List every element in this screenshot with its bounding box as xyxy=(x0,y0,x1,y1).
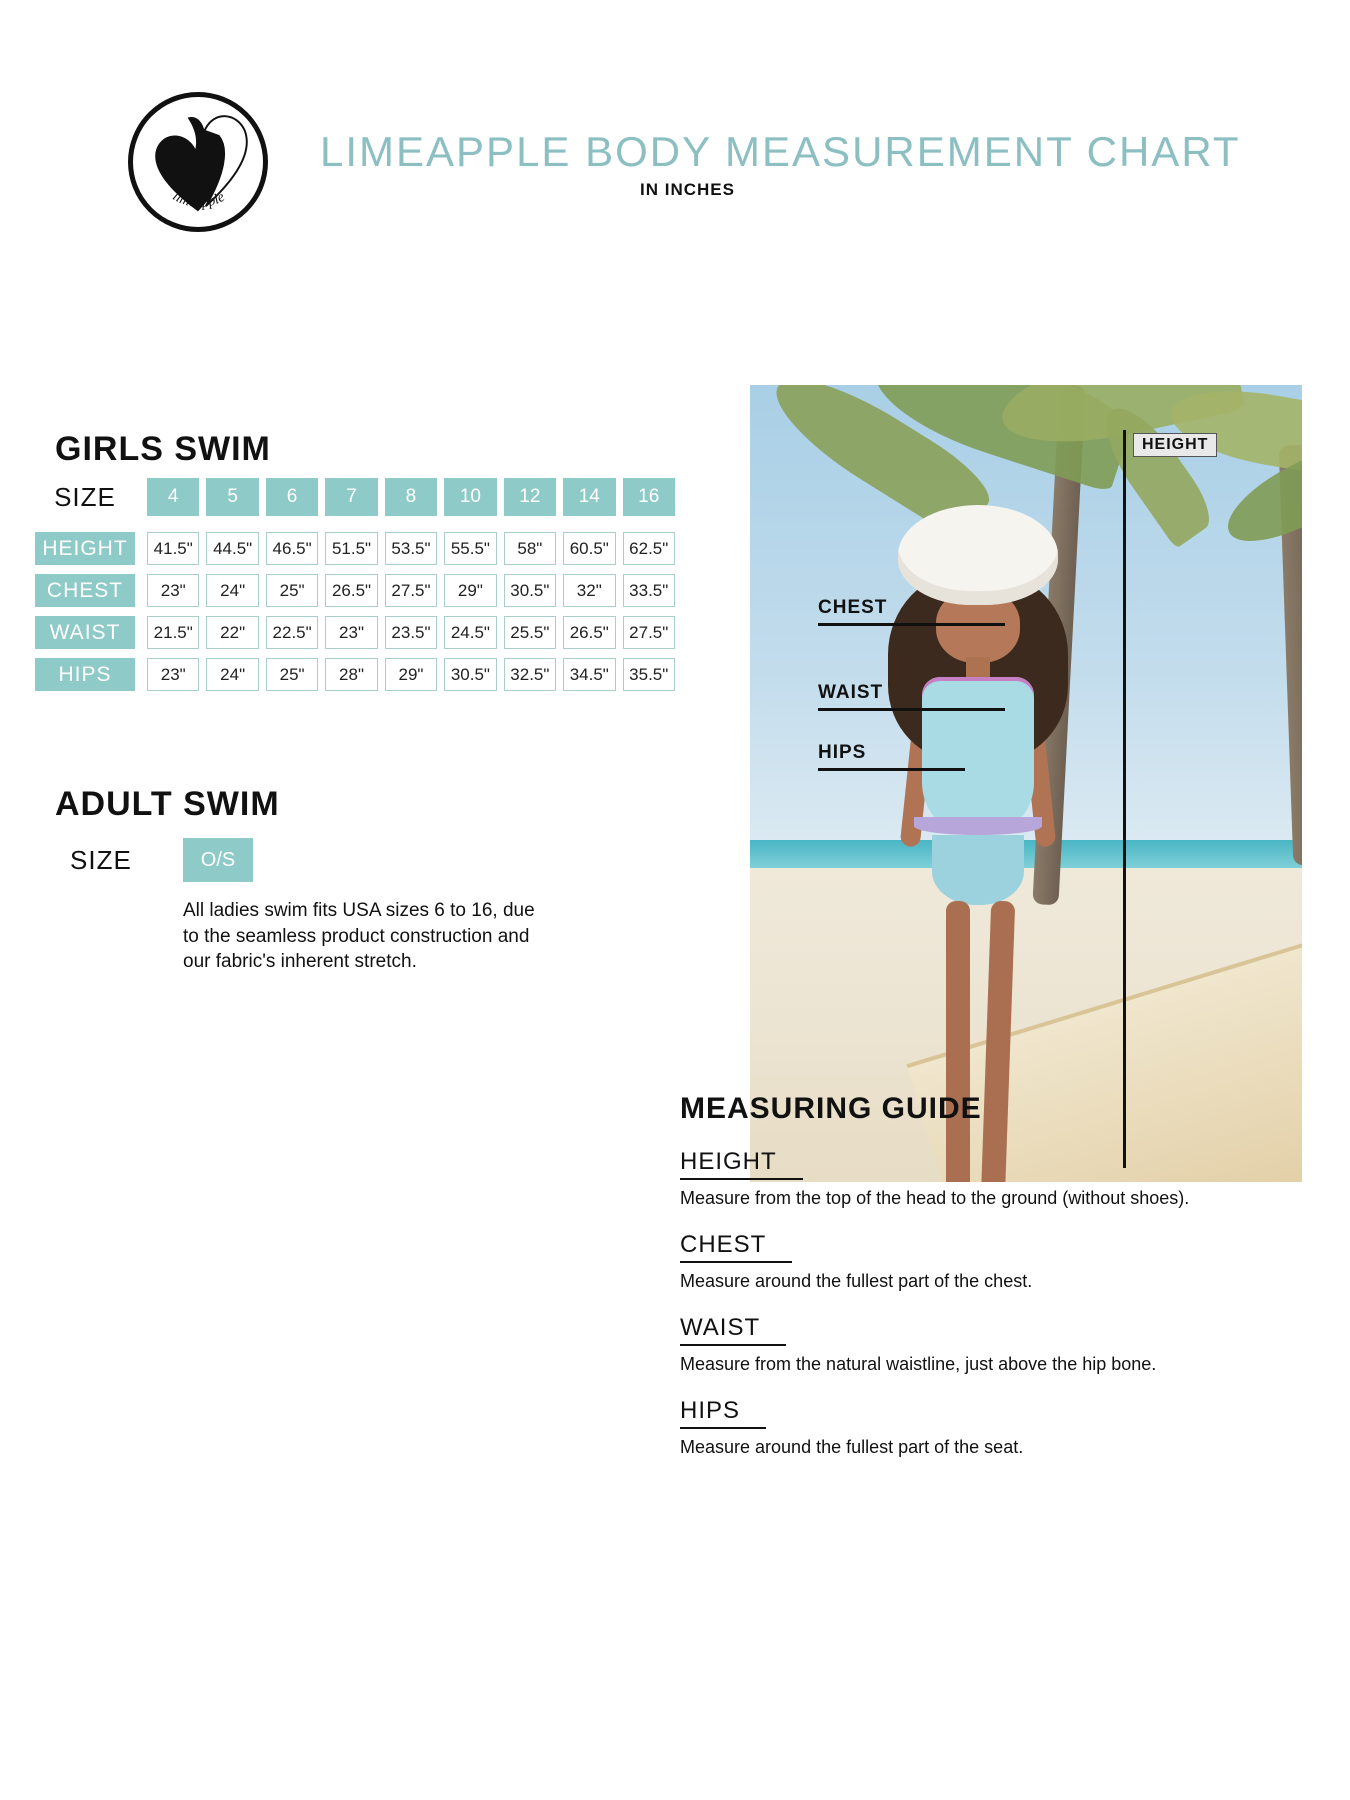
waist-annotation-label: WAIST xyxy=(818,682,884,703)
adult-size-label: SIZE xyxy=(70,845,132,875)
waist-row-label: WAIST xyxy=(35,616,135,649)
guide-definition: Measure from the natural waistline, just above the hip bone. xyxy=(680,1354,1157,1374)
measurement-cell: 23.5" xyxy=(385,616,437,649)
chest-annotation-line xyxy=(818,623,1005,626)
measurement-cell: 41.5" xyxy=(147,532,199,565)
measurement-cell: 44.5" xyxy=(206,532,258,565)
adult-swim-heading: ADULT SWIM xyxy=(55,785,280,823)
size-header-cell: 6 xyxy=(266,478,318,516)
chest-annotation xyxy=(818,597,1005,626)
table-row-height xyxy=(35,532,675,565)
girls-swim-heading: GIRLS SWIM xyxy=(55,430,271,468)
table-row-chest xyxy=(35,574,675,607)
measurement-cell: 25.5" xyxy=(504,616,556,649)
height-annotation-line xyxy=(1123,430,1126,1168)
size-header-cell: 8 xyxy=(385,478,437,516)
measurement-cell: 53.5" xyxy=(385,532,437,565)
measurement-cell: 32" xyxy=(563,574,615,607)
size-header-cell: 10 xyxy=(444,478,496,516)
logo-text: limeapple xyxy=(169,188,228,211)
page-subtitle: IN INCHES xyxy=(640,180,735,199)
measurement-cell: 62.5" xyxy=(623,532,675,565)
size-header-cell: 4 xyxy=(147,478,199,516)
table-row-hips xyxy=(35,658,675,691)
guide-term: HEIGHT xyxy=(680,1148,803,1180)
size-header-cell: 16 xyxy=(623,478,675,516)
measurement-cell: 21.5" xyxy=(147,616,199,649)
measurement-cell: 35.5" xyxy=(623,658,675,691)
measuring-guide xyxy=(680,1092,1260,1458)
measurement-cell: 23" xyxy=(325,616,377,649)
measurement-cell: 27.5" xyxy=(385,574,437,607)
hips-annotation xyxy=(818,742,965,771)
hips-annotation-label: HIPS xyxy=(818,742,867,763)
ocean-strip xyxy=(750,840,1302,868)
guide-item-chest xyxy=(680,1231,1260,1292)
measurement-cell: 29" xyxy=(444,574,496,607)
waist-annotation xyxy=(818,682,1005,711)
hips-row-label: HIPS xyxy=(35,658,135,691)
guide-item-hips xyxy=(680,1397,1260,1458)
measurement-cell: 58" xyxy=(504,532,556,565)
measurement-cell: 30.5" xyxy=(504,574,556,607)
beach-photo xyxy=(750,385,1302,1182)
measurement-cell: 24" xyxy=(206,574,258,607)
measurement-cell: 33.5" xyxy=(623,574,675,607)
table-row-size xyxy=(35,478,675,516)
guide-term: CHEST xyxy=(680,1231,792,1263)
measurement-cell: 25" xyxy=(266,574,318,607)
height-annotation-label: HEIGHT xyxy=(1133,433,1217,457)
swimsuit-bottom xyxy=(932,835,1024,905)
measuring-guide-heading: MEASURING GUIDE xyxy=(680,1092,982,1125)
waist-annotation-line xyxy=(818,708,1005,711)
measurement-cell: 25" xyxy=(266,658,318,691)
measurement-cell: 24" xyxy=(206,658,258,691)
guide-definition: Measure around the fullest part of the seat. xyxy=(680,1437,1024,1457)
guide-item-waist xyxy=(680,1314,1260,1375)
measurement-cell: 32.5" xyxy=(504,658,556,691)
size-header-cell: 12 xyxy=(504,478,556,516)
chest-annotation-label: CHEST xyxy=(818,597,888,618)
measurement-cell: 26.5" xyxy=(563,616,615,649)
swimsuit-frill xyxy=(914,817,1042,835)
heart-leaf-logo-icon xyxy=(133,97,263,227)
height-row-label: HEIGHT xyxy=(35,532,135,565)
girls-swim-table xyxy=(35,478,675,700)
measurement-cell: 46.5" xyxy=(266,532,318,565)
measurement-cell: 23" xyxy=(147,658,199,691)
hips-annotation-line xyxy=(818,768,965,771)
measurement-cell: 23" xyxy=(147,574,199,607)
measurement-cell: 26.5" xyxy=(325,574,377,607)
guide-definition: Measure around the fullest part of the chest. xyxy=(680,1271,1033,1291)
page-title: LIMEAPPLE BODY MEASUREMENT CHART xyxy=(320,128,1241,175)
size-header-cell: 7 xyxy=(325,478,377,516)
table-row-waist xyxy=(35,616,675,649)
measurement-cell: 22" xyxy=(206,616,258,649)
size-header-cell: 5 xyxy=(206,478,258,516)
measurement-cell: 30.5" xyxy=(444,658,496,691)
measurement-cell: 22.5" xyxy=(266,616,318,649)
chest-row-label: CHEST xyxy=(35,574,135,607)
white-bucket-hat xyxy=(898,505,1058,605)
measurement-cell: 60.5" xyxy=(563,532,615,565)
adult-size-value-badge: O/S xyxy=(183,838,253,882)
measurement-cell: 34.5" xyxy=(563,658,615,691)
guide-item-height xyxy=(680,1148,1260,1209)
measurement-cell: 27.5" xyxy=(623,616,675,649)
measurement-cell: 29" xyxy=(385,658,437,691)
measurement-cell: 55.5" xyxy=(444,532,496,565)
guide-term: HIPS xyxy=(680,1397,766,1429)
guide-term: WAIST xyxy=(680,1314,786,1346)
adult-swim-note: All ladies swim fits USA sizes 6 to 16, due to the seamless product construction and our fabric's inherent stretch. xyxy=(183,900,535,973)
measurement-cell: 28" xyxy=(325,658,377,691)
size-header-cell: 14 xyxy=(563,478,615,516)
size-row-label: SIZE xyxy=(54,481,116,512)
limeapple-logo xyxy=(128,92,268,232)
measurement-cell: 24.5" xyxy=(444,616,496,649)
measurement-cell: 51.5" xyxy=(325,532,377,565)
guide-definition: Measure from the top of the head to the ground (without shoes). xyxy=(680,1188,1190,1208)
